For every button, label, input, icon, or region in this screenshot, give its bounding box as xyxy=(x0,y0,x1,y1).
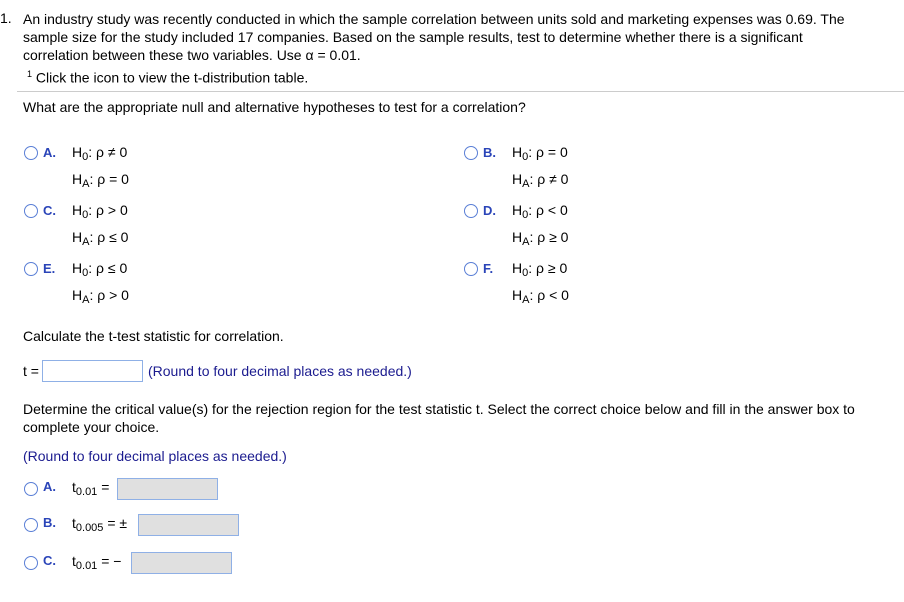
t-stat-prompt: Calculate the t-test statistic for correlation. xyxy=(23,328,284,344)
radio-button[interactable] xyxy=(464,262,478,276)
critical-expression: $t_{0.01}$ = xyxy=(72,479,110,498)
option-letter: F. xyxy=(483,261,494,276)
critical-value-input[interactable] xyxy=(117,478,218,500)
hypothesis-pair xyxy=(72,257,129,311)
question-line: correlation between these two variables. Use α = 0.01. xyxy=(23,47,361,63)
question-text xyxy=(23,10,845,87)
question-number: 1. xyxy=(0,10,12,26)
alternative-hypothesis: $H_A$: ρ ≤ 0 xyxy=(72,229,129,248)
critical-prompt xyxy=(23,400,855,436)
radio-button[interactable] xyxy=(24,482,38,496)
critical-hint: (Round to four decimal places as needed.) xyxy=(23,448,287,464)
radio-button[interactable] xyxy=(24,146,38,160)
null-hypothesis: $H_0$: ρ ≤ 0 xyxy=(72,260,128,279)
null-hypothesis: $H_0$: ρ < 0 xyxy=(512,202,568,221)
hypothesis-pair xyxy=(512,257,569,311)
option-letter: B. xyxy=(43,515,56,530)
hypothesis-pair xyxy=(512,141,568,195)
critical-expression: $t_{0.005}$ = ± xyxy=(72,515,128,534)
null-hypothesis: $H_0$: ρ ≥ 0 xyxy=(512,260,568,279)
t-label: t = xyxy=(23,363,39,379)
t-stat-hint: (Round to four decimal places as needed.) xyxy=(148,363,412,379)
alternative-hypothesis: $H_A$: ρ ≥ 0 xyxy=(512,229,569,248)
option-letter: C. xyxy=(43,203,56,218)
critical-value-input[interactable] xyxy=(138,514,239,536)
option-letter: D. xyxy=(483,203,496,218)
option-letter: A. xyxy=(43,479,56,494)
radio-button[interactable] xyxy=(24,262,38,276)
option-letter: B. xyxy=(483,145,496,160)
alternative-hypothesis: $H_A$: ρ > 0 xyxy=(72,287,129,306)
critical-prompt-line: complete your choice. xyxy=(23,419,160,435)
alternative-hypothesis: $H_A$: ρ ≠ 0 xyxy=(512,171,569,190)
divider xyxy=(17,91,904,92)
radio-button[interactable] xyxy=(464,146,478,160)
question-line: An industry study was recently conducted in which the sample correlation between units sold and marketing expenses was 0.69. The xyxy=(23,11,845,27)
footnote-link[interactable] xyxy=(23,65,845,87)
question-line: sample size for the study included 17 companies. Based on the sample results, test to determine whether there is a significant xyxy=(23,29,803,45)
option-letter: A. xyxy=(43,145,56,160)
option-letter: E. xyxy=(43,261,56,276)
radio-button[interactable] xyxy=(24,556,38,570)
footnote-mark: 1 xyxy=(27,69,33,79)
radio-button[interactable] xyxy=(464,204,478,218)
alternative-hypothesis: $H_A$: ρ = 0 xyxy=(72,171,129,190)
option-letter: C. xyxy=(43,553,56,568)
hypotheses-prompt: What are the appropriate null and alternative hypotheses to test for a correlation? xyxy=(23,99,526,115)
t-stat-input[interactable] xyxy=(42,360,143,382)
radio-button[interactable] xyxy=(24,518,38,532)
null-hypothesis: $H_0$: ρ = 0 xyxy=(512,144,568,163)
hypothesis-pair xyxy=(72,199,128,253)
critical-value-input[interactable] xyxy=(131,552,232,574)
hypothesis-pair xyxy=(512,199,568,253)
null-hypothesis: $H_0$: ρ ≠ 0 xyxy=(72,144,128,163)
critical-expression: $t_{0.01}$ = − xyxy=(72,553,122,572)
footnote-text[interactable]: Click the icon to view the t-distribution table. xyxy=(35,69,309,86)
null-hypothesis: $H_0$: ρ > 0 xyxy=(72,202,128,221)
hypothesis-pair xyxy=(72,141,129,195)
critical-prompt-line: Determine the critical value(s) for the rejection region for the test statistic t. Select the correct choice below and fill in the answer box to xyxy=(23,401,855,417)
alternative-hypothesis: $H_A$: ρ < 0 xyxy=(512,287,569,306)
radio-button[interactable] xyxy=(24,204,38,218)
